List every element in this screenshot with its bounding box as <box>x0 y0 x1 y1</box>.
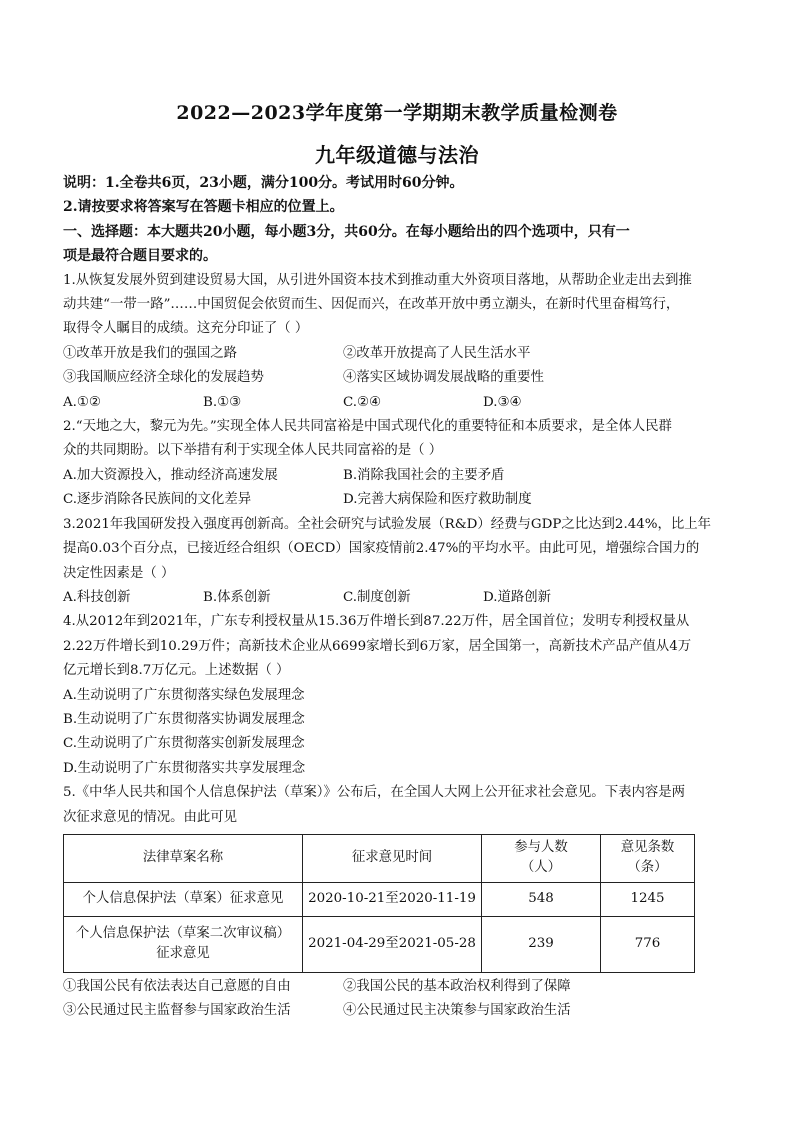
q3-stem-line-1: 3.2021年我国研发投入强度再创新高。全社会研究与试验发展（R&D）经费与GDP之比达到2.44%，比上年 <box>63 516 712 532</box>
q3-stem-line-2: 提高0.03个百分点，已接近经合组织（OECD）国家疫情前2.47%的平均水平。由此可见，增强综合国力的 <box>63 541 700 557</box>
table-header-name <box>64 834 303 882</box>
q3-option-d: D.道路创新 <box>483 589 552 605</box>
table-cell-time: 2020-10-21至2020-11-19 <box>303 882 482 916</box>
header-opinions-l1: 意见条数 <box>620 840 675 856</box>
q4-stem-line-3: 亿元增长到8.7万亿元。上述数据（ ） <box>63 663 290 679</box>
row2-name-l1: 个人信息保护法（草案二次审议稿） <box>75 926 291 942</box>
q3-option-c: C.制度创新 <box>343 589 411 605</box>
q2-option-c: C.逐步消除各民族间的文化差异 <box>63 492 252 508</box>
q1-stem-line-2: 动共建“一带一路”……中国贸促会依贸而生、因促而兴，在改革开放中勇立潮头，在新时代里奋楫笃行， <box>63 297 680 313</box>
opinion-table <box>63 834 695 973</box>
q1-option-d: D.③④ <box>483 394 522 410</box>
q5-statement-4: ④公民通过民主决策参与国家政治生活 <box>343 1003 571 1019</box>
q1-option-c: C.②④ <box>343 394 382 410</box>
q3-stem-line-3: 决定性因素是（ ） <box>63 565 175 581</box>
table-row <box>64 916 695 972</box>
q1-statement-1: ①改革开放是我们的强国之路 <box>63 345 238 361</box>
q1-statement-4: ④落实区域协调发展战略的重要性 <box>343 370 544 386</box>
table-header-participants <box>482 834 601 882</box>
header-participants-l2: （人） <box>520 860 562 876</box>
q2-option-d: D.完善大病保险和医疗救助制度 <box>343 492 532 508</box>
q1-option-b: B.①③ <box>203 394 242 410</box>
table-cell-opinions: 1245 <box>601 882 695 916</box>
header-name-text: 法律草案名称 <box>142 850 224 866</box>
header-time-text: 征求意见时间 <box>351 850 433 866</box>
q5-statements-row-1 <box>63 975 731 999</box>
q2-option-b: B.消除我国社会的主要矛盾 <box>343 467 505 483</box>
header-participants-l1: 参与人数 <box>514 840 568 856</box>
table-row <box>64 882 695 916</box>
q5-stem-line-1: 5.《中华人民共和国个人信息保护法（草案）》公布后，在全国人大网上公开征求社会意见。下表内容是两 <box>63 785 686 801</box>
table-cell-opinions: 776 <box>601 916 695 972</box>
q4-option-c: C.生动说明了广东贯彻落实创新发展理念 <box>63 736 305 752</box>
q3-option-b: B.体系创新 <box>203 589 271 605</box>
q5-stem-line-2: 次征求意见的情况。由此可见 <box>63 809 238 825</box>
table-cell-participants: 239 <box>482 916 601 972</box>
instructions-line-1: 说明：1.全卷共6页，23小题，满分100分。考试用时60分钟。 <box>63 175 464 191</box>
q1-stem-line-1: 1.从恢复发展外贸到建设贸易大国，从引进外国资本技术到推动重大外资项目落地，从帮助企业走出去到推 <box>63 272 692 288</box>
header-opinions-l2: （条） <box>627 860 668 876</box>
q3-option-a: A.科技创新 <box>63 589 131 605</box>
q2-stem-line-1: 2.“天地之大，黎元为先。”实现全体人民共同富裕是中国式现代化的重要特征和本质要求，是全体人民群 <box>63 419 672 435</box>
q3-options <box>63 586 731 610</box>
q1-statement-2: ②改革开放提高了人民生活水平 <box>343 345 531 361</box>
section-heading-line-1: 一、选择题：本大题共20小题，每小题3分，共60分。在每小题给出的四个选项中，只有一 <box>63 223 630 240</box>
q1-statements-row-2 <box>63 366 731 390</box>
section-heading-line-2: 项是最符合题目要求的。 <box>63 248 217 265</box>
q5-statements-row-2 <box>63 999 731 1023</box>
table-header-opinions <box>601 834 695 882</box>
q2-options-row-2 <box>63 488 731 512</box>
exam-title: 2022—2023学年度第一学期期末教学质量检测卷 <box>176 102 618 124</box>
table-header-time <box>303 834 482 882</box>
table-cell-name: 个人信息保护法（草案）征求意见 <box>64 882 303 916</box>
row2-name-l2: 征求意见 <box>156 946 210 962</box>
q4-option-d: D.生动说明了广东贯彻落实共享发展理念 <box>63 760 306 776</box>
q4-stem-line-1: 4.从2012年到2021年，广东专利授权量从15.36万件增长到87.22万件，居全国首位；发明专利授权量从 <box>63 614 690 630</box>
q1-options <box>63 391 731 415</box>
q1-stem-line-3: 取得令人瞩目的成绩。这充分印证了（ ） <box>63 321 309 337</box>
q5-statement-1: ①我国公民有依法表达自己意愿的自由 <box>63 978 291 994</box>
q4-stem-line-2: 2.22万件增长到10.29万件；高新技术企业从6699家增长到6万家，居全国第一，高新技术产品产值从4万 <box>63 638 692 654</box>
exam-subtitle: 九年级道德与法治 <box>315 143 479 167</box>
q1-option-a: A.①② <box>63 394 101 410</box>
table-cell-participants: 548 <box>482 882 601 916</box>
q4-option-a: A.生动说明了广东贯彻落实绿色发展理念 <box>63 687 305 703</box>
q2-stem-line-2: 众的共同期盼。以下举措有利于实现全体人民共同富裕的是（ ） <box>63 443 443 459</box>
q5-statement-3: ③公民通过民主监督参与国家政治生活 <box>63 1003 291 1019</box>
table-cell-time: 2021-04-29至2021-05-28 <box>303 916 482 972</box>
table-header-row <box>64 834 695 882</box>
table-cell-name <box>64 916 303 972</box>
q1-statements-row-1 <box>63 342 731 366</box>
q2-options-row-1 <box>63 464 731 488</box>
q2-option-a: A.加大资源投入，推动经济高速发展 <box>63 467 278 483</box>
q1-statement-3: ③我国顺应经济全球化的发展趋势 <box>63 370 264 386</box>
exam-content <box>63 171 731 1024</box>
instructions-line-2: 2.请按要求将答案写在答题卡相应的位置上。 <box>63 199 344 216</box>
q5-statement-2: ②我国公民的基本政治权利得到了保障 <box>343 978 571 994</box>
q4-option-b: B.生动说明了广东贯彻落实协调发展理念 <box>63 711 305 727</box>
